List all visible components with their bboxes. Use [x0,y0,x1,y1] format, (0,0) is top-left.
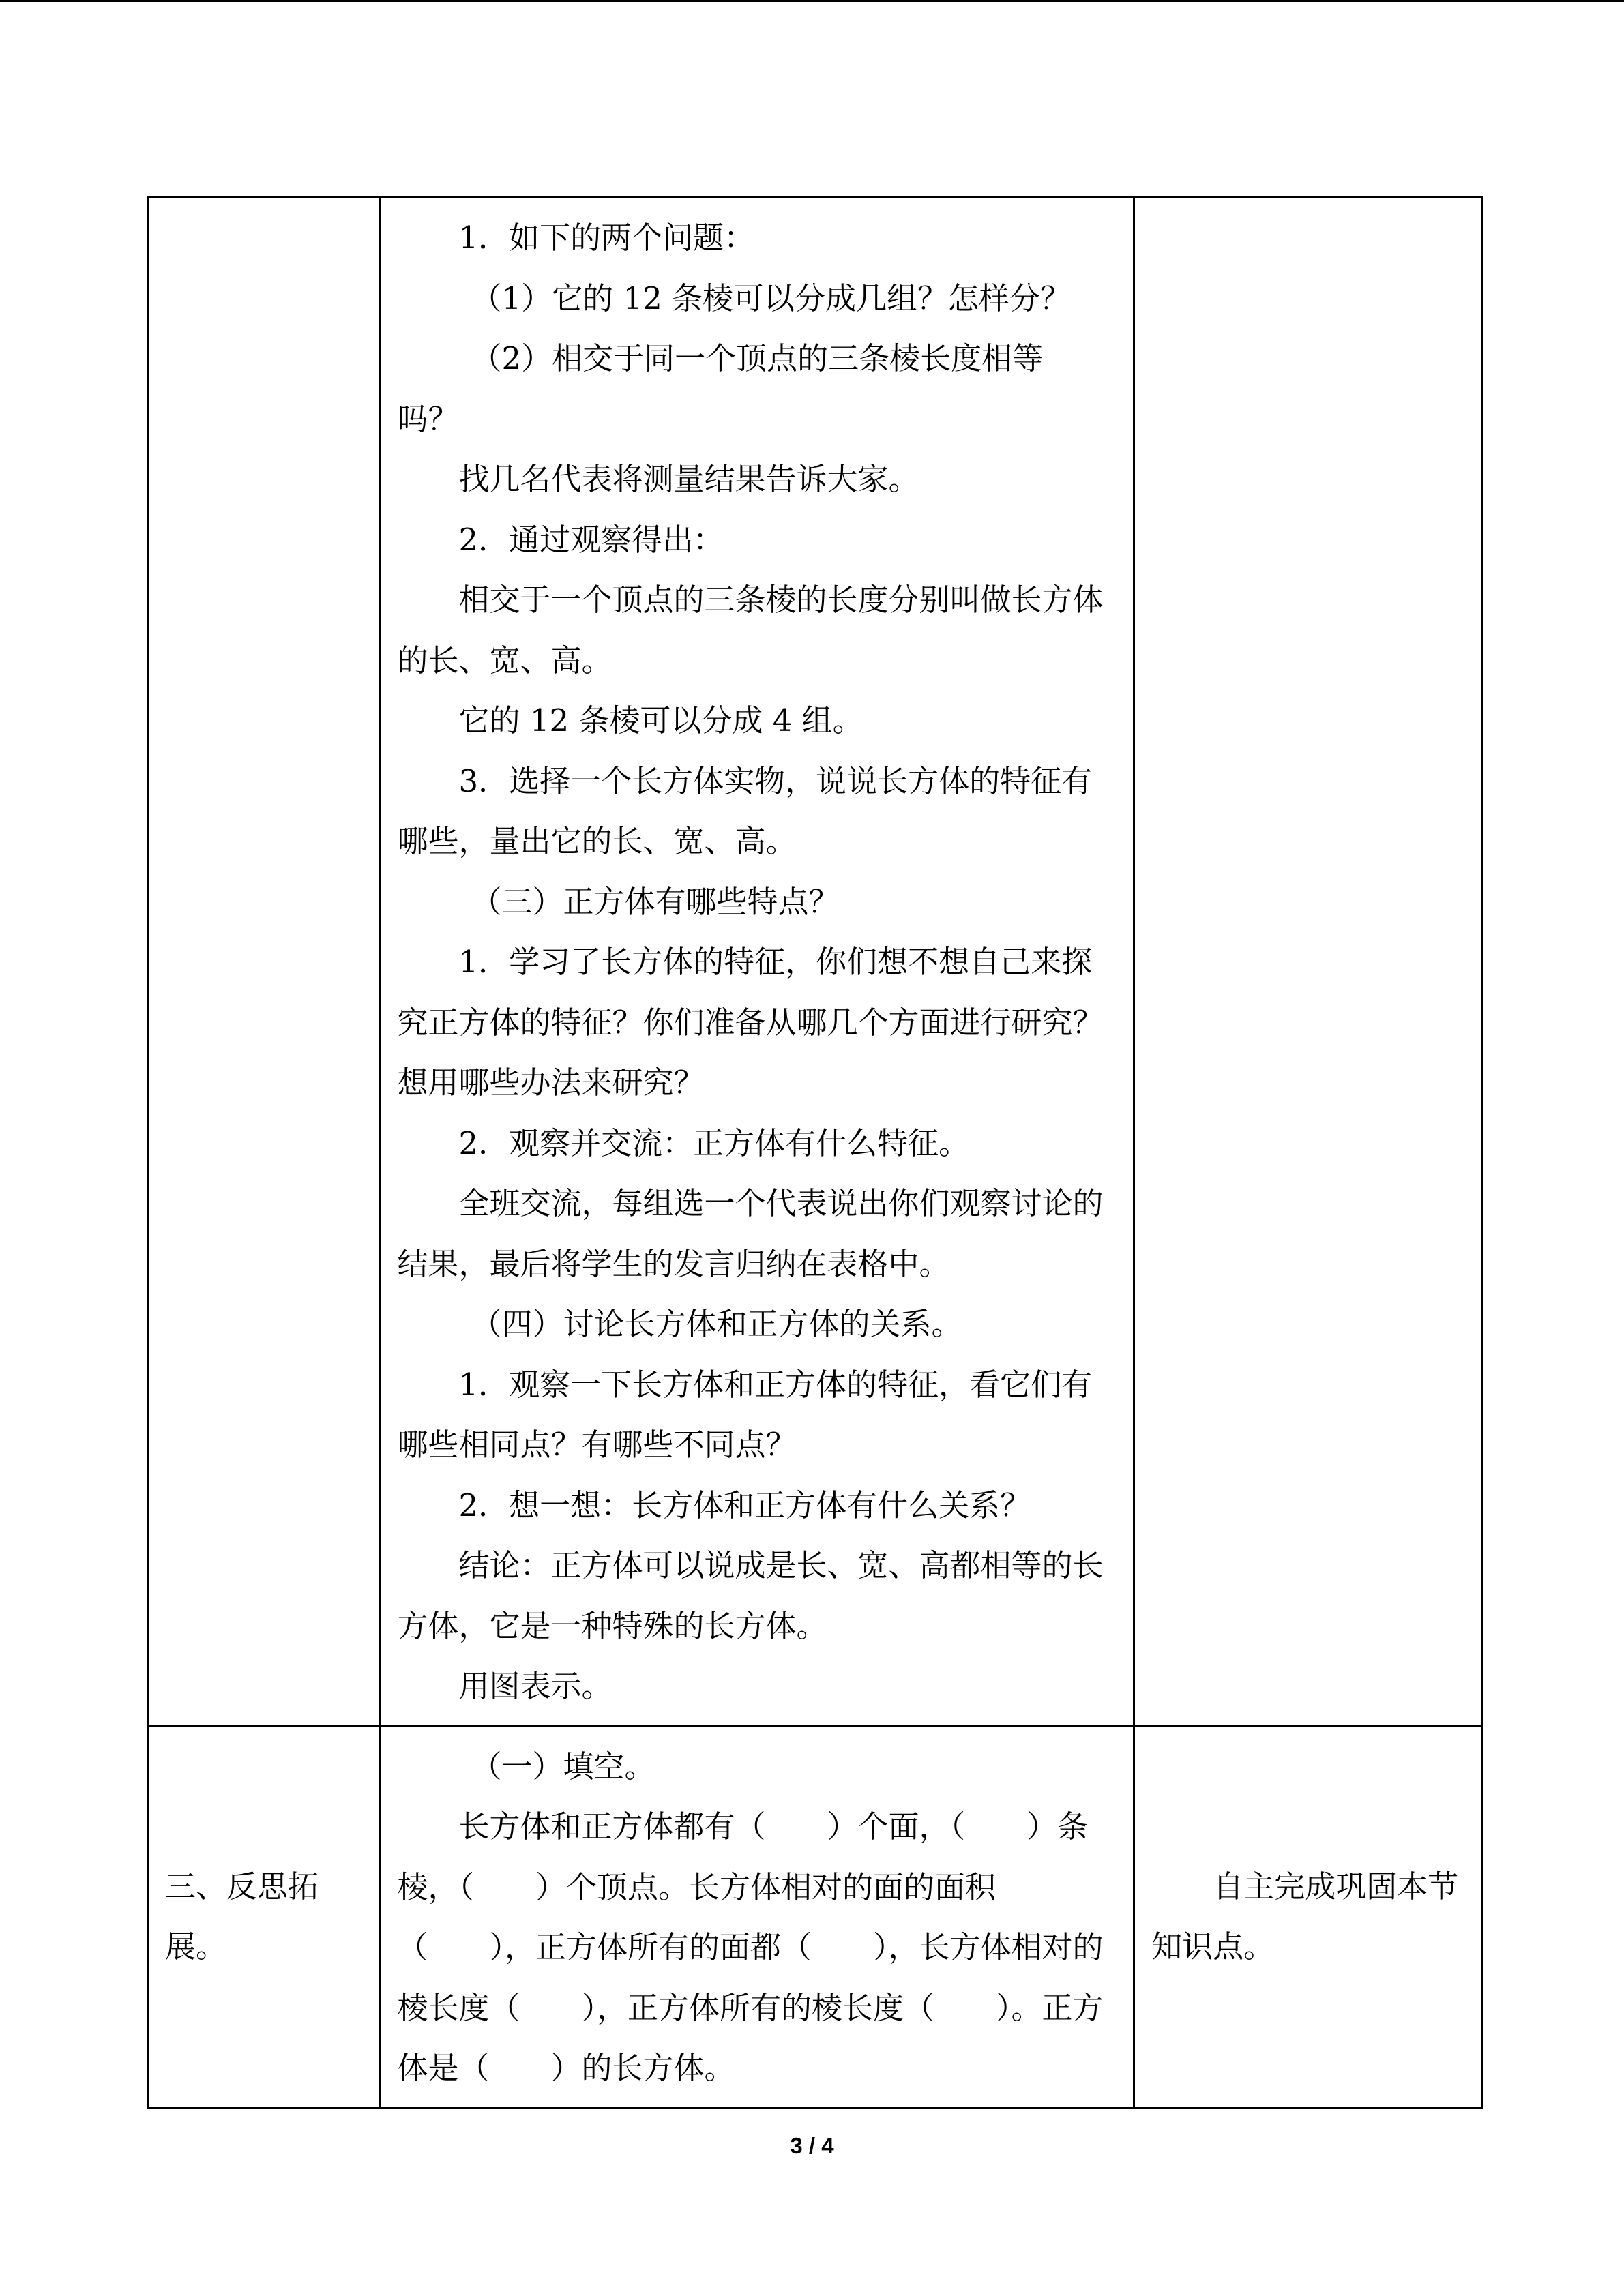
stage-cell [148,1726,381,2108]
intent-cell [1134,1726,1482,2108]
paragraph: 全班交流，每组选一个代表说出你们观察讨论的结果，最后将学生的发言归纳在表格中。 [397,1185,1104,1282]
table-row [148,198,1482,1727]
activity-cell [380,1726,1134,2108]
paragraph: （2）相交于同一个顶点的三条棱长度相等 [471,340,1044,376]
paragraph: 1．观察一下长方体和正方体的特征，看它们有哪些相同点？有哪些不同点？ [397,1366,1093,1463]
paragraph: 1．如下的两个问题： [458,220,755,256]
top-border-line [0,0,1624,2]
stage-label: 三、反思拓展。 [165,1868,319,1965]
paragraph: （三）正方体有哪些特点？ [471,883,840,920]
paragraph: 2．想一想：长方体和正方体有什么关系？ [458,1487,1031,1523]
activity-cell [380,198,1134,1727]
paragraph: 3．选择一个长方体实物，说说长方体的特征有哪些，量出它的长、宽、高。 [397,762,1093,859]
intent-cell [1134,198,1482,1727]
activity-content [381,1727,1134,2107]
paragraph: （一）填空。 [471,1748,655,1785]
paragraph: 相交于一个顶点的三条棱的长度分别叫做长方体的长、宽、高。 [397,582,1104,679]
paragraph: （四）讨论长方体和正方体的关系。 [471,1306,962,1342]
paragraph: 找几名代表将测量结果告诉大家。 [458,461,919,497]
lesson-plan-table [147,196,1483,2109]
paragraph: 它的 12 条棱可以分成 4 组。 [458,702,863,739]
paragraph: 2．观察并交流：正方体有什么特征。 [458,1124,970,1161]
table-row [148,1726,1482,2108]
paragraph: 2．通过观察得出： [458,521,724,558]
paragraph: 用图表示。 [458,1668,612,1704]
paragraph: 吗？ [397,400,459,437]
intent-note: 自主完成巩固本节知识点。 [1151,1868,1459,1965]
paragraph: 1．学习了长方体的特征，你们想不想自己来探究正方体的特征？你们准备从哪几个方面进行研究？想用哪些办法来研究？ [397,944,1104,1101]
activity-content [381,198,1134,1725]
paragraph: 结论：正方体可以说成是长、宽、高都相等的长方体，它是一种特殊的长方体。 [397,1547,1104,1644]
page-number: 3 / 4 [790,2133,834,2158]
paragraph: （1）它的 12 条棱可以分成几组？怎样分？ [471,280,1072,316]
stage-cell [148,198,381,1727]
paragraph: 长方体和正方体都有（ ）个面，（ ）条棱，（ ）个顶点。长方体相对的面的面积（ ），正方体所有的面都（ ），长方体相对的棱长度（ ），正方体所有的棱长度（ ）。正方体是（ ）的长方体。 [397,1808,1104,2086]
